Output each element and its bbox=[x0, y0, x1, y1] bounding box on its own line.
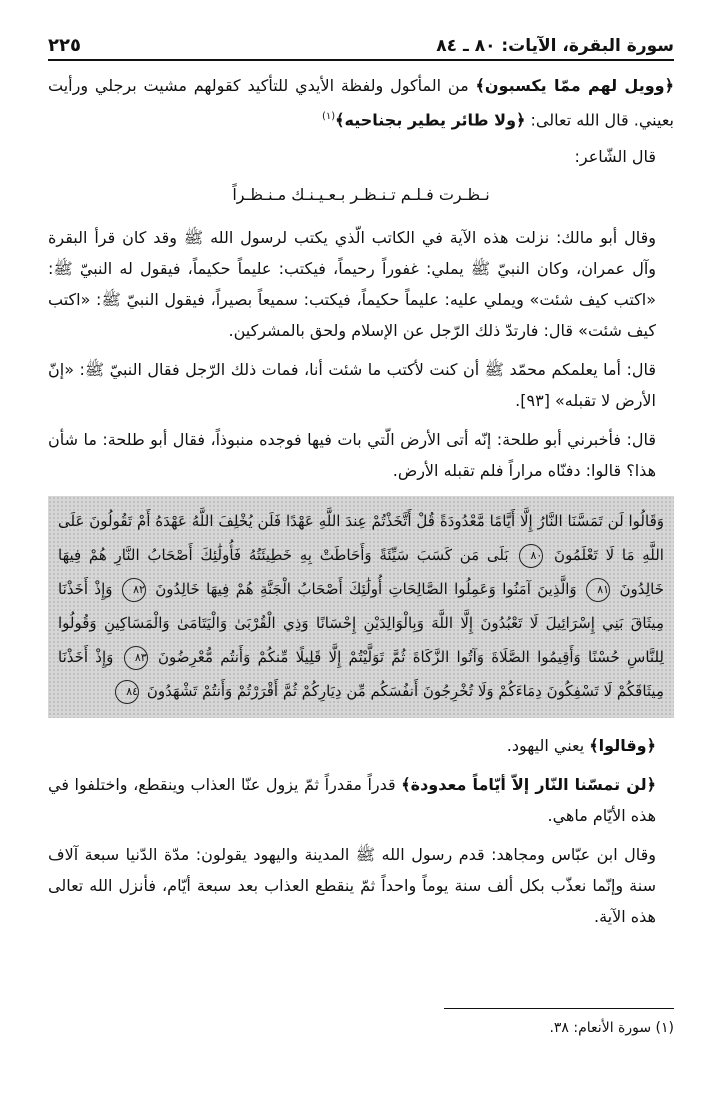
verse-number: ٨٢ bbox=[122, 578, 146, 602]
verse-text: وَإِذْ أَخَذْنَا مِيثَاقَكُمْ لَا تَسْفِكُونَ دِمَاءَكُمْ وَلَا تُخْرِجُونَ أَنفُسَكُم مِّن دِيَارِكُمْ ثُمَّ أَقْرَرْتُمْ وَأَنتُمْ تَشْهَدُونَ bbox=[58, 648, 664, 701]
poet-intro: قال الشّاعر: bbox=[574, 147, 656, 167]
page-body bbox=[48, 70, 674, 932]
surah-title: سورة البقرة، الآيات: ٨٠ ـ ٨٤ bbox=[436, 36, 674, 56]
paragraph-text: قدراً مقدراً ثمّ يزول عنّا العذاب وينقطع، واختلفوا في هذه الأيّام ماهي. bbox=[48, 775, 656, 826]
verse-number: ٨١ bbox=[586, 578, 610, 602]
paragraph-4: قال: فأخبرني أبو طلحة: إنّه أتى الأرض الّتي بات فيها فوجده منبوذاً، فقال أبو طلحة: ما شأن هذا؟ قالوا: دفنّاه مراراً فلم تقبله الأرض. bbox=[48, 430, 656, 481]
page-header bbox=[48, 26, 674, 61]
footnote-separator bbox=[444, 1008, 674, 1009]
verse-number: ٨٤ bbox=[115, 680, 139, 704]
verse-number: ٨٠ bbox=[519, 544, 543, 568]
paragraph-7: وقال ابن عبّاس ومجاهد: قدم رسول الله ﷺ المدينة واليهود يقولون: مدّة الدّنيا سبعة آلاف سنة وإنّما نعذّب بكل ألف سنة يوماً واحداً ثمّ ينقطع العذاب بعد سبعة أيّام، فأنزل الله تعالى هذه الآية. bbox=[48, 845, 656, 927]
poem-line: نـظـرت فـلـم تـنـظـر بـعـيـنـك مـنـظـراً bbox=[232, 185, 490, 205]
page-number: ٢٢٥ bbox=[48, 35, 81, 56]
paragraph-5 bbox=[48, 730, 674, 761]
paragraph-text: يعني اليهود. bbox=[506, 736, 590, 756]
paragraph-2: وقال أبو مالك: نزلت هذه الآية في الكاتب الّذي يكتب لرسول الله ﷺ وقد كان قرأ البقرة وآل عمران، وكان النبيّ ﷺ يملي: غفوراً رحيماً، فيكتب: عليماً حكيماً، فيقول له النبيّ ﷺ: «اكتب كيف شئت» ويملي عليه: عليماً حكيماً، فيكتب: سميعاً بصيراً، فيقول النبيّ ﷺ: «اكتب كيف شئت» قال: فارتدّ ذلك الرّجل عن الإسلام ولحق بالمشركين. bbox=[48, 228, 656, 341]
verse-text: وَقَالُوا لَن تَمَسَّنَا النَّارُ إِلَّا أَيَّامًا مَّعْدُودَةً قُلْ أَتَّخَذْتُمْ عِندَ اللَّهِ عَهْدًا فَلَن يُخْلِفَ اللَّهُ عَهْدَهُ أَمْ تَقُولُونَ عَلَى اللَّهِ مَا لَا تَعْلَمُونَ bbox=[58, 512, 664, 565]
verse-text: وَإِذْ أَخَذْنَا مِيثَاقَ بَنِي إِسْرَائِيلَ لَا تَعْبُدُونَ إِلَّا اللَّهَ وَبِالْوَالِدَيْنِ إِحْسَانًا وَذِي الْقُرْبَىٰ وَالْيَتَامَىٰ وَالْمَسَاكِينِ وَقُولُوا لِلنَّاسِ حُسْنًا وَأَقِيمُوا الصَّلَاةَ وَآتُوا الزَّكَاةَ ثُمَّ تَوَلَّيْتُمْ إِلَّا قَلِيلًا مِّنكُمْ وَأَنتُم مُّعْرِضُونَ bbox=[58, 580, 664, 667]
paragraph-3: قال: أما يعلمكم محمّد ﷺ أن كنت لأكتب ما شئت أنا، فمات ذلك الرّجل فقال النبيّ ﷺ: «إنّ الأرض لا تقبله» [٩٣]. bbox=[48, 360, 656, 411]
paragraph-1 bbox=[48, 70, 674, 135]
quote-verse: ﴿وويل لهم ممّا يكسبون﴾ bbox=[475, 76, 674, 95]
footnote-ref: (١) bbox=[321, 111, 336, 122]
quote-verse: ﴿ولا طائر يطير بجناحيه﴾ bbox=[335, 110, 526, 130]
paragraph-text: من المأكول ولفظة الأيدي للتأكيد كقولهم مشيت برجلي ورأيت بعيني. قال الله تعالى: bbox=[48, 76, 674, 130]
footnote: (١) سورة الأنعام: ٣٨. bbox=[549, 1020, 674, 1036]
verse-text: بَلَى مَن كَسَبَ سَيِّئَةً وَأَحَاطَتْ بِهِ خَطِيئَتُهُ فَأُولَٰئِكَ أَصْحَابُ النَّارِ هُمْ فِيهَا خَالِدُونَ bbox=[58, 546, 664, 599]
quote-verse: ﴿لن تمسّنا النّار إلاّ أيّاماً معدودة﴾ bbox=[401, 775, 656, 795]
quran-text bbox=[58, 504, 664, 708]
quran-verses-box bbox=[48, 496, 674, 718]
verse-number: ٨٣ bbox=[124, 646, 148, 670]
verse-text: وَالَّذِينَ آمَنُوا وَعَمِلُوا الصَّالِحَاتِ أُولَٰئِكَ أَصْحَابُ الْجَنَّةِ هُمْ فِيهَا خَالِدُونَ bbox=[155, 580, 577, 599]
quote-verse: ﴿وقالوا﴾ bbox=[589, 736, 656, 756]
paragraph-6 bbox=[48, 769, 674, 831]
